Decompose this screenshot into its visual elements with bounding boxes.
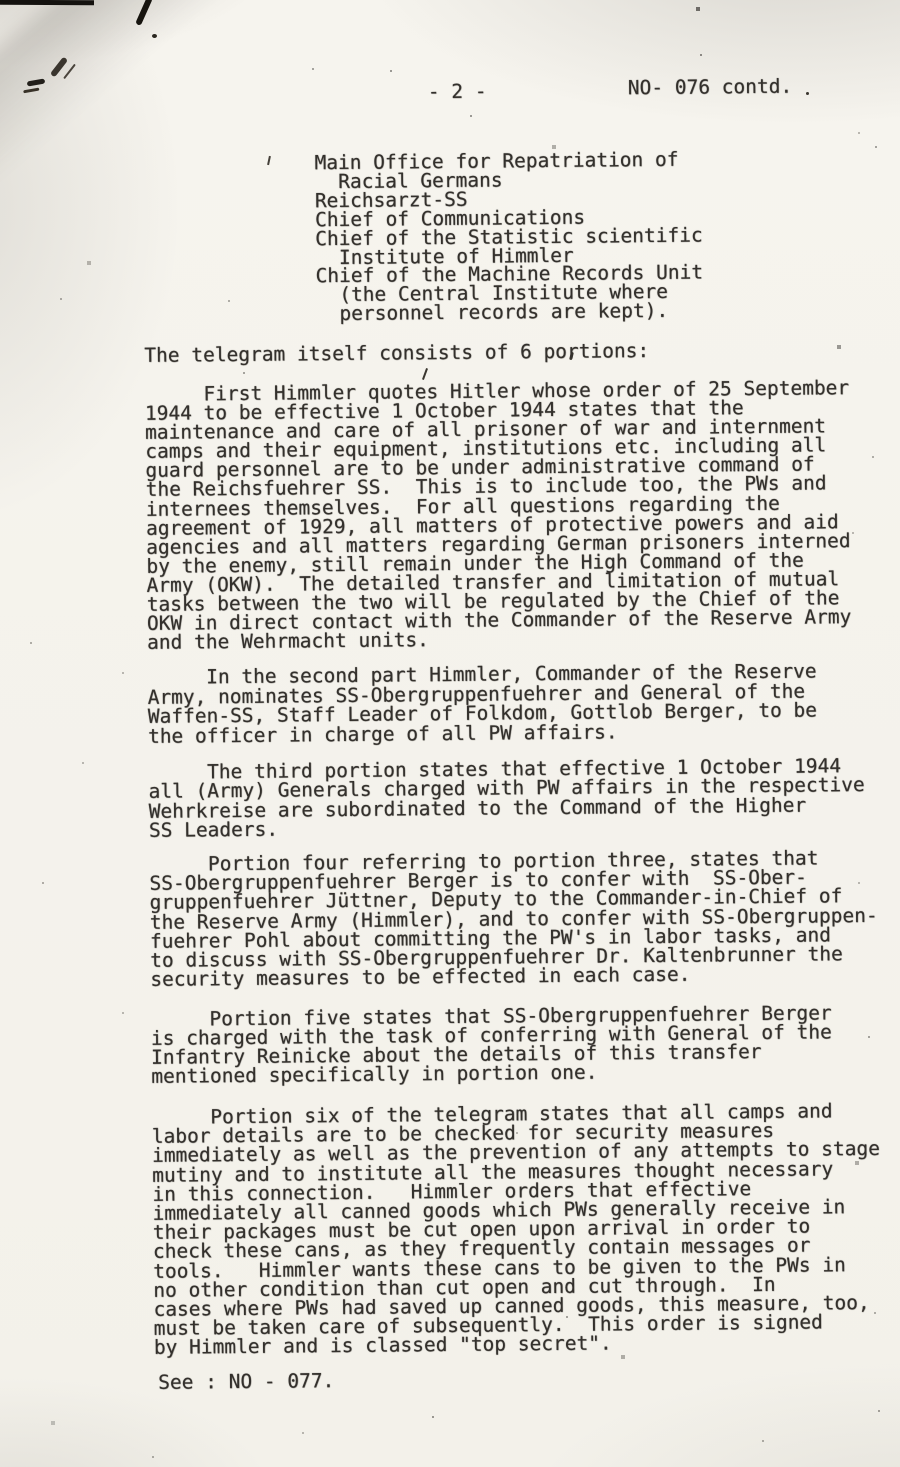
paragraph-portion-three: The third portion states that effective 1 October 1944 all (Army) Generals charged with PW affairs in the respective Wehrkreise are subordinated to the Command of the Higher SS Leaders. [148,754,865,842]
footer-reference: See : NO - 077. [158,1369,335,1394]
intro-line: The telegram itself consists of 6 portions: [144,339,650,367]
address-block: Main Office for Repatriation of Racial Germans Reichsarzt-SS Chief of Communications Chief of the Statistic scientific Institute of Himmler Chief of the Machine Records Unit (the Central Institute where personnel records are kept). [314,147,704,326]
paragraph-portion-six: Portion six of the telegram states that all camps and labor details are to be checked for security measures immediately as well as the prevention of any attempts to stage mutiny and to institute all the measures thought necessary in this connection. Himmler orders that effective immediately all canned goods which PWs generally receive in their packages must be cut open upon arrival in order to check these cans, as they frequently contain messages or tools. Himmler wants these cans to be given to the PWs in no other condition than cut open and cut through. In cases where PWs had saved up canned goods, this measure, too, must be taken care of subsequently. This order is signed by Himmler and is classed "top secret". [151,1099,881,1360]
page-number: - 2 - [427,79,487,104]
paragraph-portion-two: In the second part Himmler, Commander of the Reserve Army, nominates SS-Obergruppenfuehrer and General of the Waffen-SS, Staff Leader of Folkdom, Gottlob Berger, to be the officer in charge of all PW affairs. [147,659,818,749]
paragraph-portion-five: Portion five states that SS-Obergruppenfuehrer Berger is charged with the task of conferring with General of the Infantry Reinicke about the details of this transfer mentioned specifically in portion one. [150,1001,832,1088]
paper-specks [0,0,2,2]
paragraph-portion-four: Portion four referring to portion three, states that SS-Obergruppenfuehrer Berger is to confer with SS-Ober- gruppenfuehrer Jüttner, Deputy to the Commander-in-Chief of the Reserve Army (Himmler), and to confer with SS-Obergruppen- fuehrer Pohl about committing the PW's in labor tasks, and to discuss with SS-Obergruppenfuehrer Dr. Kaltenbrunner the security measures to be effected in each case. [149,846,878,992]
paragraph-portion-one: First Himmler quotes Hitler whose order of 25 September 1944 to be effective 1 October 1944 states that the maintenance and care of all prisoner of war and internment camps and their equipment, institutions etc. including all guard personnel are to be under administrative command of the Reichsfuehrer SS. This is to include too, the PWs and internees themselves. For all questions regarding the agreement of 1929, all matters of protective powers and aid agencies and all matters regarding German prisoners interned by the enemy, still remain under the High Command of the Army (OKW). The detailed transfer and limitation of mutual tasks between the two will be regulated by the Chief of the OKW in direct contact with the Commander of the Reserve Army and the Wehrmacht units. [144,376,852,655]
document-number: NO- 076 contd. [627,74,793,100]
